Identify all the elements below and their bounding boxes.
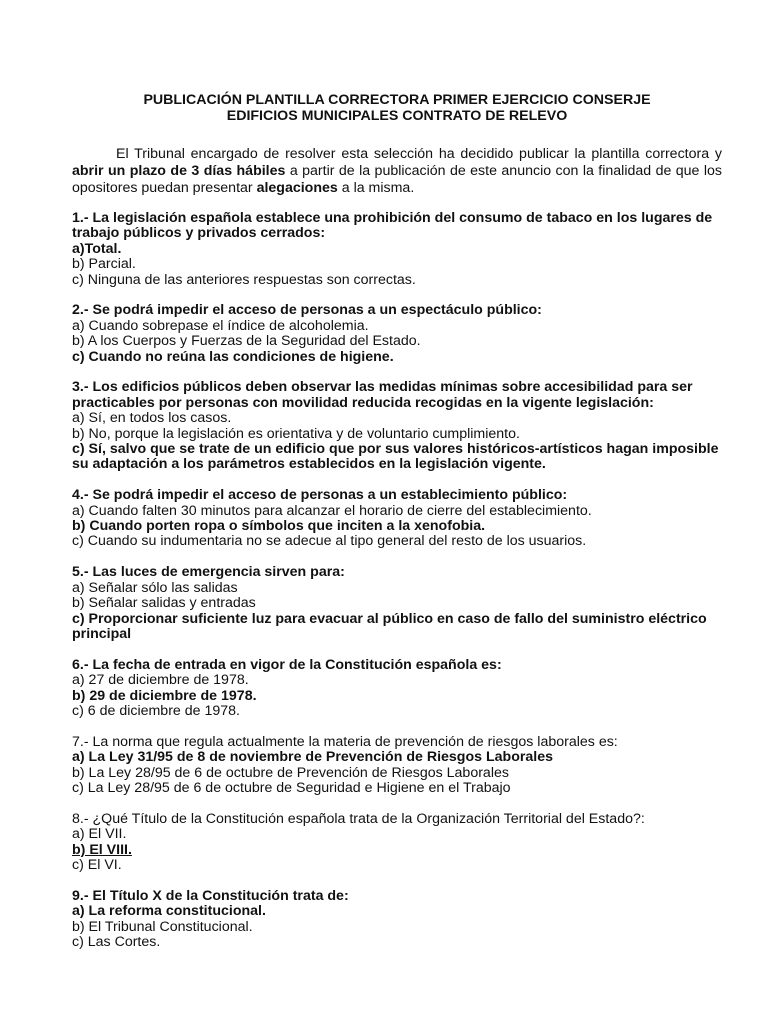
title-line-1: PUBLICACIÓN PLANTILLA CORRECTORA PRIMER EJERCICIO CONSERJE — [143, 92, 651, 108]
question-text: 9.- El Título X de la Constitución trata de: — [72, 887, 349, 904]
answer-option: a) La Ley 31/95 de 8 de noviembre de Prevención de Riesgos Laborales — [72, 749, 553, 766]
intro-text-1: El Tribunal encargado de resolver esta selección ha decidido publicar la plantilla correctora y — [116, 146, 722, 162]
question-block — [72, 565, 722, 642]
answer-option: a) Cuando sobrepase el índice de alcoholemia. — [72, 317, 369, 334]
question-text: 6.- La fecha de entrada en vigor de la Constitución española es: — [72, 656, 502, 673]
answer-option: b) A los Cuerpos y Fuerzas de la Seguridad del Estado. — [72, 333, 421, 350]
answer-option: c) Cuando su indumentaria no se adecue al tipo general del resto de los usuarios. — [72, 533, 587, 550]
intro-paragraph — [72, 146, 722, 197]
answer-option: c) Proporcionar suficiente luz para evacuar al público en caso de fallo del suministro eléctrico principal — [72, 610, 707, 642]
answer-option: a) La reforma constitucional. — [72, 903, 266, 920]
title-line-2: EDIFICIOS MUNICIPALES CONTRATO DE RELEVO — [226, 108, 568, 124]
answer-option: b) Señalar salidas y entradas — [72, 595, 256, 612]
answer-option: b) El Tribunal Constitucional. — [72, 918, 253, 935]
answer-option: b) No, porque la legislación es orientativa y de voluntario cumplimiento. — [72, 425, 520, 442]
document-page — [72, 92, 722, 966]
question-text: 2.- Se podrá impedir el acceso de personas a un espectáculo público: — [72, 302, 542, 319]
questions-list — [72, 211, 722, 950]
question-block — [72, 889, 722, 951]
answer-option: b) La Ley 28/95 de 6 de octubre de Prevención de Riesgos Laborales — [72, 764, 509, 781]
answer-option: c) La Ley 28/95 de 6 de octubre de Seguridad e Higiene en el Trabajo — [72, 779, 511, 796]
intro-bold-alegaciones: alegaciones — [256, 180, 338, 196]
document-title — [72, 92, 722, 124]
answer-option: c) Las Cortes. — [72, 933, 161, 950]
question-text: 3.- Los edificios públicos deben observar las medidas mínimas sobre accesibilidad para ser practicables por personas con movilidad reducida recogidas en la vigente legislación: — [72, 379, 693, 411]
intro-text-2: a partir de la publicación de este anuncio con la finalidad de que los opositores puedan presentar — [72, 163, 723, 196]
intro-text-3: a la misma. — [337, 180, 415, 196]
answer-option: c) Ninguna de las anteriores respuestas son correctas. — [72, 271, 416, 288]
question-text: 1.- La legislación española establece una prohibición del consumo de tabaco en los lugares de trabajo públicos y privados cerrados: — [72, 210, 713, 242]
answer-option: c) Sí, salvo que se trate de un edificio que por sus valores históricos-artísticos hagan imposible su adaptación a los parámetros establecidos en la legislación vigente. — [72, 441, 719, 473]
answer-option: b) Cuando porten ropa o símbolos que inciten a la xenofobia. — [72, 518, 486, 535]
intro-bold-deadline: abrir un plazo de 3 días hábiles — [72, 163, 286, 179]
answer-option: c) 6 de diciembre de 1978. — [72, 702, 240, 719]
question-text: 5.- Las luces de emergencia sirven para: — [72, 564, 345, 581]
answer-option: a) El VII. — [72, 826, 127, 843]
question-block — [72, 658, 722, 720]
answer-option: c) El VI. — [72, 856, 122, 873]
question-text: 4.- Se podrá impedir el acceso de personas a un establecimiento público: — [72, 487, 568, 504]
question-text: 7.- La norma que regula actualmente la materia de prevención de riesgos laborales es: — [72, 733, 618, 750]
question-block — [72, 211, 722, 288]
answer-option: a) Cuando falten 30 minutos para alcanzar el horario de cierre del establecimiento. — [72, 502, 592, 519]
answer-option: a) Señalar sólo las salidas — [72, 579, 238, 596]
answer-option: c) Cuando no reúna las condiciones de higiene. — [72, 348, 394, 365]
question-block — [72, 380, 722, 472]
answer-option: b) 29 de diciembre de 1978. — [72, 687, 257, 704]
answer-option: a)Total. — [72, 240, 122, 257]
question-block — [72, 735, 722, 797]
answer-option: a) 27 de diciembre de 1978. — [72, 672, 249, 689]
question-block — [72, 303, 722, 365]
answer-option: b) Parcial. — [72, 256, 136, 273]
question-block — [72, 488, 722, 550]
answer-option: a) Sí, en todos los casos. — [72, 410, 232, 427]
answer-option: b) El VIII. — [72, 841, 132, 858]
question-block — [72, 812, 722, 874]
question-text: 8.- ¿Qué Título de la Constitución española trata de la Organización Territorial del Estado?: — [72, 810, 645, 827]
